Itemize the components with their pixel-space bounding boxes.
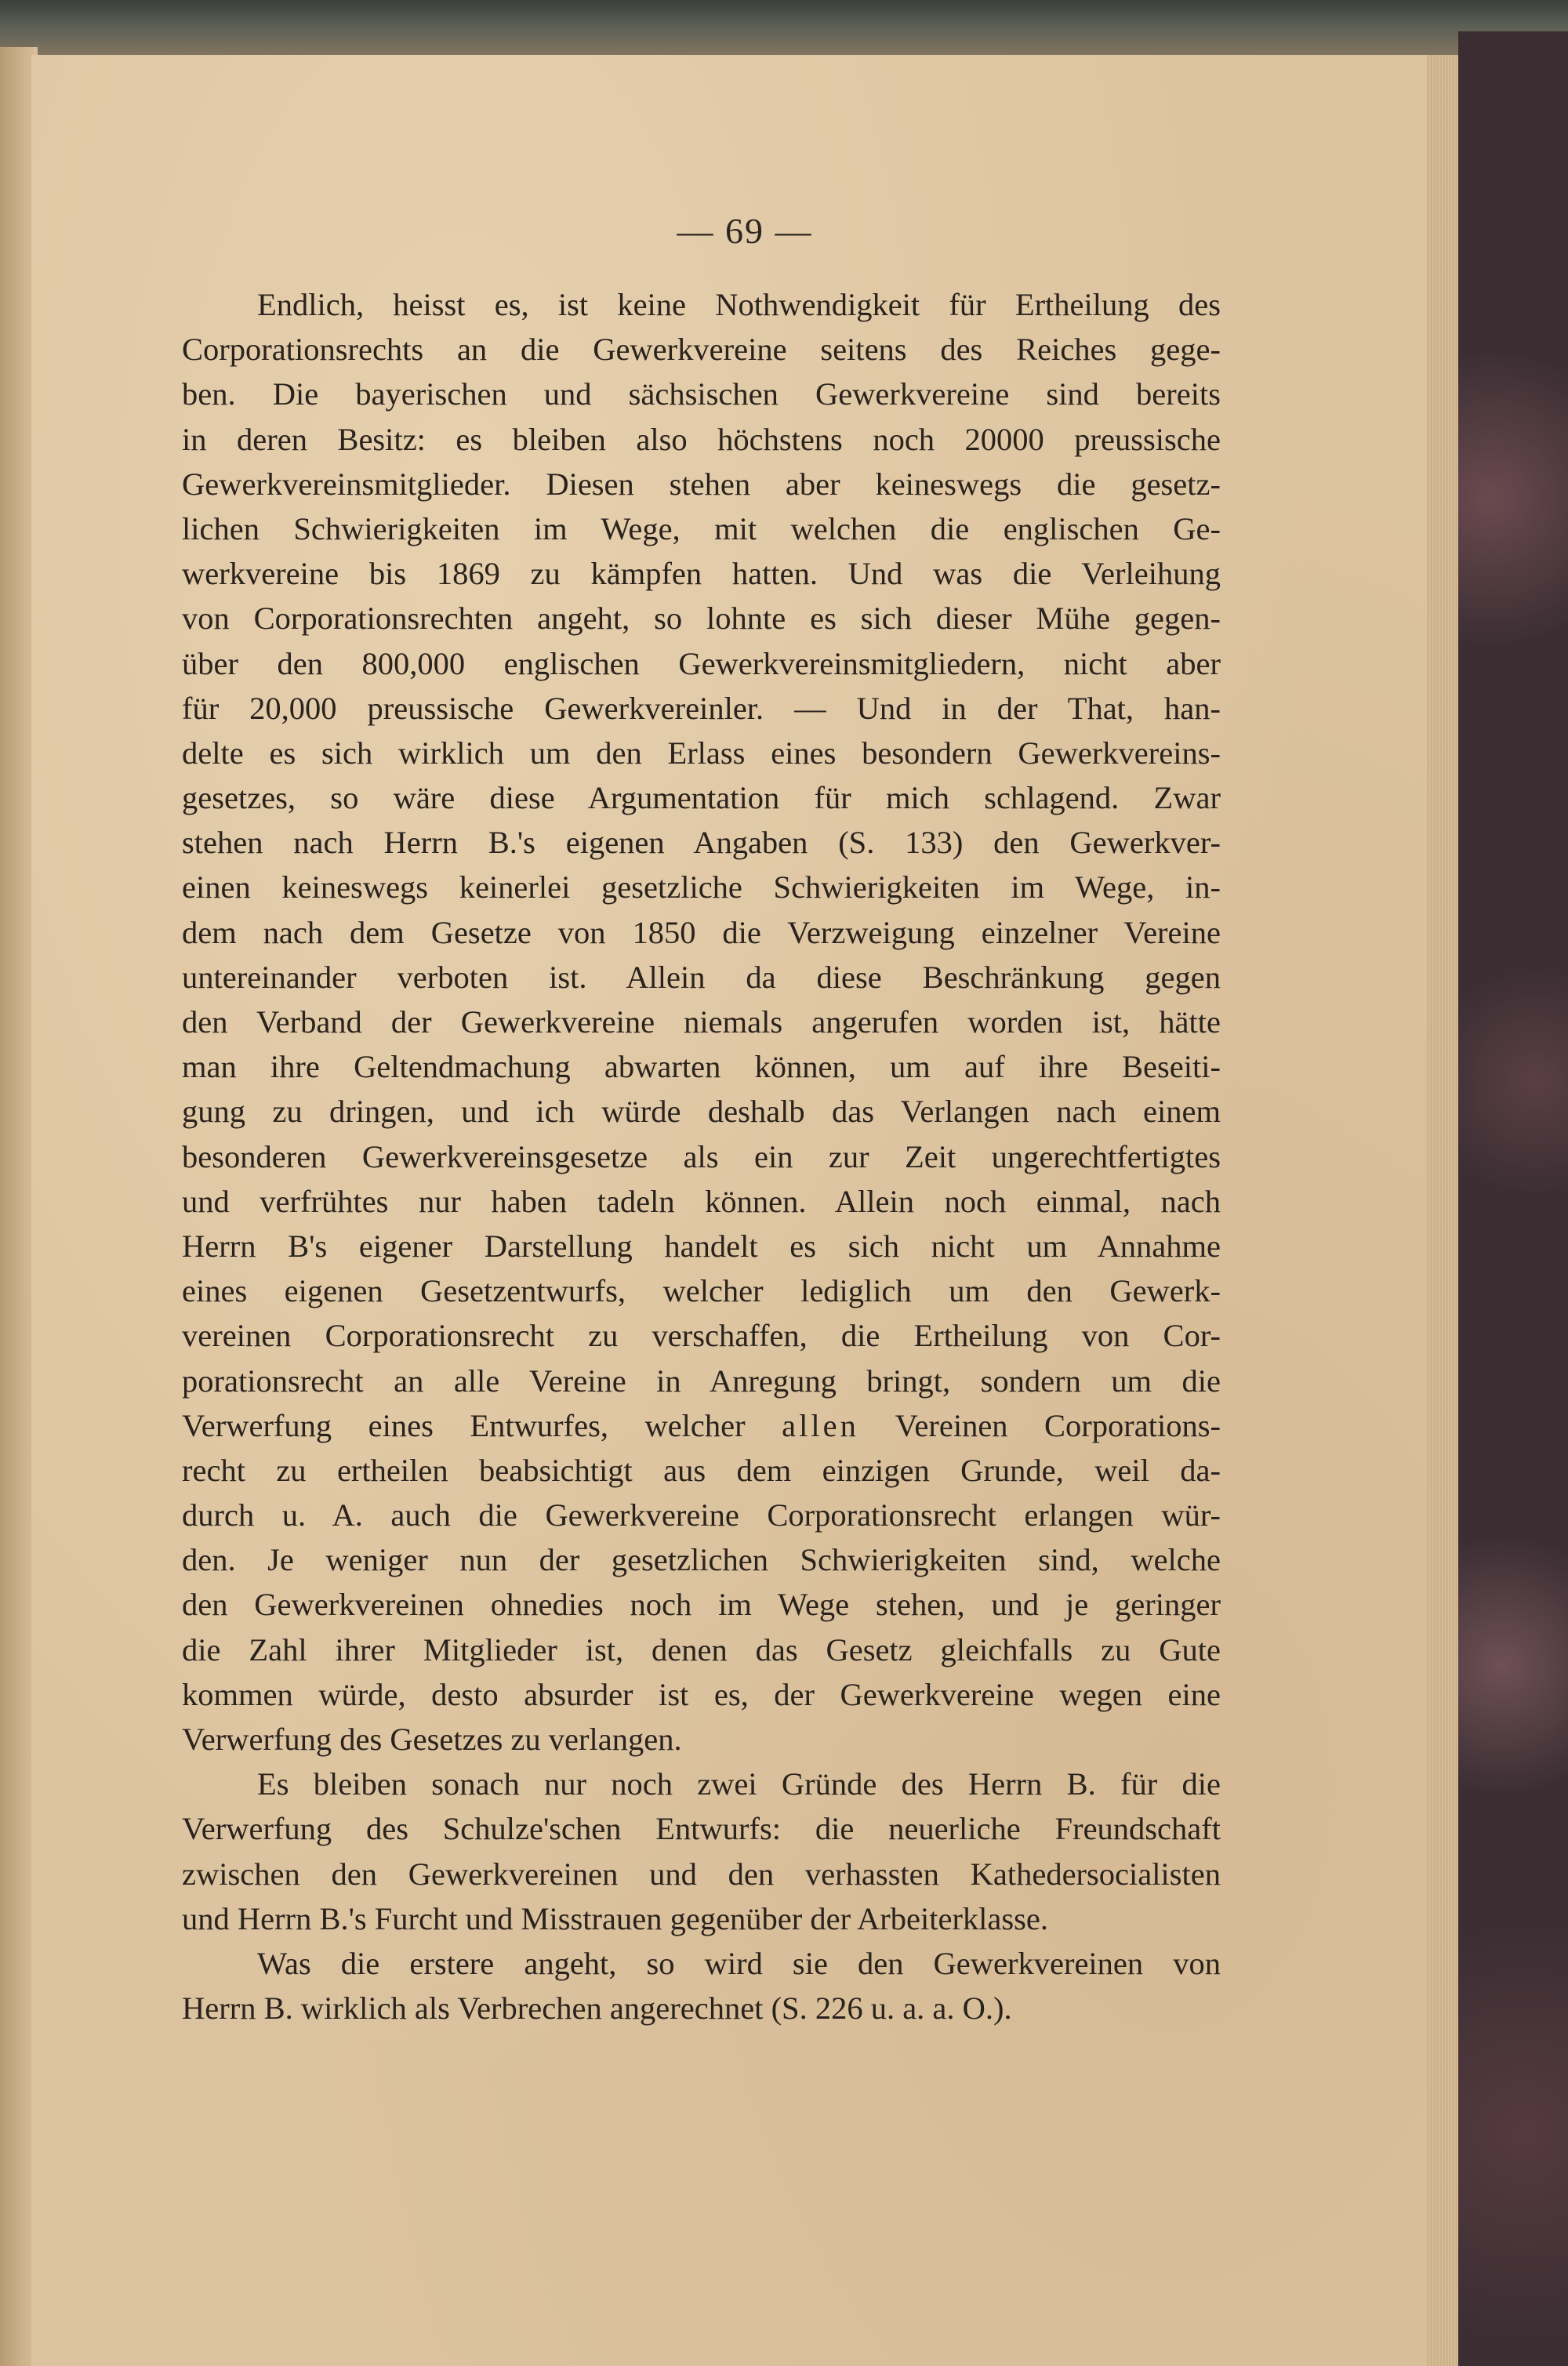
spaced-emphasis: allen <box>782 1407 859 1443</box>
text-line: dem nach dem Gesetze von 1850 die Verzweigung einzelner Vereine <box>182 914 1221 950</box>
text-line: vereinen Corporationsrecht zu verschaffen, die Ertheilung von Cor- <box>182 1318 1221 1354</box>
text-line: einen keineswegs keinerlei gesetzliche Schwierigkeiten im Wege, in- <box>182 869 1221 905</box>
text-segment: Vereinen Corporations- <box>895 1407 1221 1443</box>
text-line: gesetzes, so wäre diese Argumentation für mich schlagend. Zwar <box>182 780 1221 816</box>
text-line: kommen würde, desto absurder ist es, der Gewerkvereine wegen eine <box>182 1676 1221 1712</box>
text-line: Was die erstere angeht, so wird sie den Gewerkvereinen von <box>257 1945 1221 1981</box>
text-line: eines eigenen Gesetzentwurfs, welcher lediglich um den Gewerk- <box>182 1273 1221 1309</box>
text-line: man ihre Geltendmachung abwarten können, um auf ihre Beseiti- <box>182 1049 1221 1085</box>
text-line: porationsrecht an alle Vereine in Anregung bringt, sondern um die <box>182 1363 1221 1399</box>
text-line: und verfrühtes nur haben tadeln können. Allein noch einmal, nach <box>182 1183 1221 1219</box>
page-edges <box>1427 55 1458 2366</box>
text-line: gung zu dringen, und ich würde deshalb das Verlangen nach einem <box>182 1094 1221 1130</box>
page-number: — 69 — <box>677 211 813 251</box>
text-line: recht zu ertheilen beabsichtigt aus dem einzigen Grunde, weil da- <box>182 1452 1221 1488</box>
text-line: die Zahl ihrer Mitglieder ist, denen das Gesetz gleichfalls zu Gute <box>182 1631 1221 1667</box>
text-line: Herrn B. wirklich als Verbrechen angerechnet (S. 226 u. a. a. O.). <box>182 1990 1012 2027</box>
body-text <box>182 282 1221 2030</box>
text-line: und Herrn B.'s Furcht und Misstrauen gegenüber der Arbeiterklasse. <box>182 1900 1049 1936</box>
text-line: durch u. A. auch die Gewerkvereine Corporationsrecht erlangen wür- <box>182 1497 1221 1533</box>
text-line: in deren Besitz: es bleiben also höchstens noch 20000 preussische <box>182 421 1221 457</box>
text-line: stehen nach Herrn B.'s eigenen Angaben (S. 133) den Gewerkver- <box>182 825 1221 861</box>
text-line-emphasis <box>182 1403 1221 1448</box>
text-line: ben. Die bayerischen und sächsischen Gewerkvereine sind bereits <box>182 376 1221 412</box>
text-line: Verwerfung des Gesetzes zu verlangen. <box>182 1722 682 1757</box>
text-line: besonderen Gewerkvereinsgesetze als ein zur Zeit ungerechtfertigtes <box>182 1138 1221 1174</box>
text-line: delte es sich wirklich um den Erlass eines besondern Gewerkvereins- <box>182 735 1221 771</box>
text-line: Gewerkvereinsmitglieder. Diesen stehen aber keineswegs die gesetz- <box>182 466 1221 502</box>
text-line: lichen Schwierigkeiten im Wege, mit welchen die englischen Ge- <box>182 510 1221 546</box>
text-line: Es bleiben sonach nur noch zwei Gründe des Herrn B. für die <box>257 1766 1221 1802</box>
text-segment: Verwerfung eines Entwurfes, welcher <box>182 1407 746 1443</box>
text-line: den. Je weniger nun der gesetzlichen Schwierigkeiten sind, welche <box>182 1542 1221 1578</box>
text-line: für 20,000 preussische Gewerkvereinler. — Und in der That, han- <box>182 690 1221 726</box>
text-line: den Gewerkvereinen ohnedies noch im Wege stehen, und je geringer <box>182 1587 1221 1623</box>
book-cover <box>1458 31 1568 2366</box>
text-line: Herrn B's eigener Darstellung handelt es sich nicht um Annahme <box>182 1228 1221 1264</box>
text-line: von Corporationsrechten angeht, so lohnte es sich dieser Mühe gegen- <box>182 601 1221 637</box>
text-line: werkvereine bis 1869 zu kämpfen hatten. Und was die Verleihung <box>182 556 1221 592</box>
text-line: untereinander verboten ist. Allein da diese Beschränkung gegen <box>182 959 1221 995</box>
book-top-edge <box>0 0 1568 63</box>
text-line: Corporationsrechts an die Gewerkvereine seitens des Reiches gege- <box>182 332 1221 368</box>
text-line: zwischen den Gewerkvereinen und den verhassten Kathedersocialisten <box>182 1856 1221 1892</box>
text-line: den Verband der Gewerkvereine niemals angerufen worden ist, hätte <box>182 1004 1221 1040</box>
text-line: über den 800,000 englischen Gewerkvereinsmitgliedern, nicht aber <box>182 645 1221 681</box>
text-line: Endlich, heisst es, ist keine Nothwendigkeit für Ertheilung des <box>257 287 1221 322</box>
text-line: Verwerfung des Schulze'schen Entwurfs: die neuerliche Freundschaft <box>182 1811 1221 1847</box>
